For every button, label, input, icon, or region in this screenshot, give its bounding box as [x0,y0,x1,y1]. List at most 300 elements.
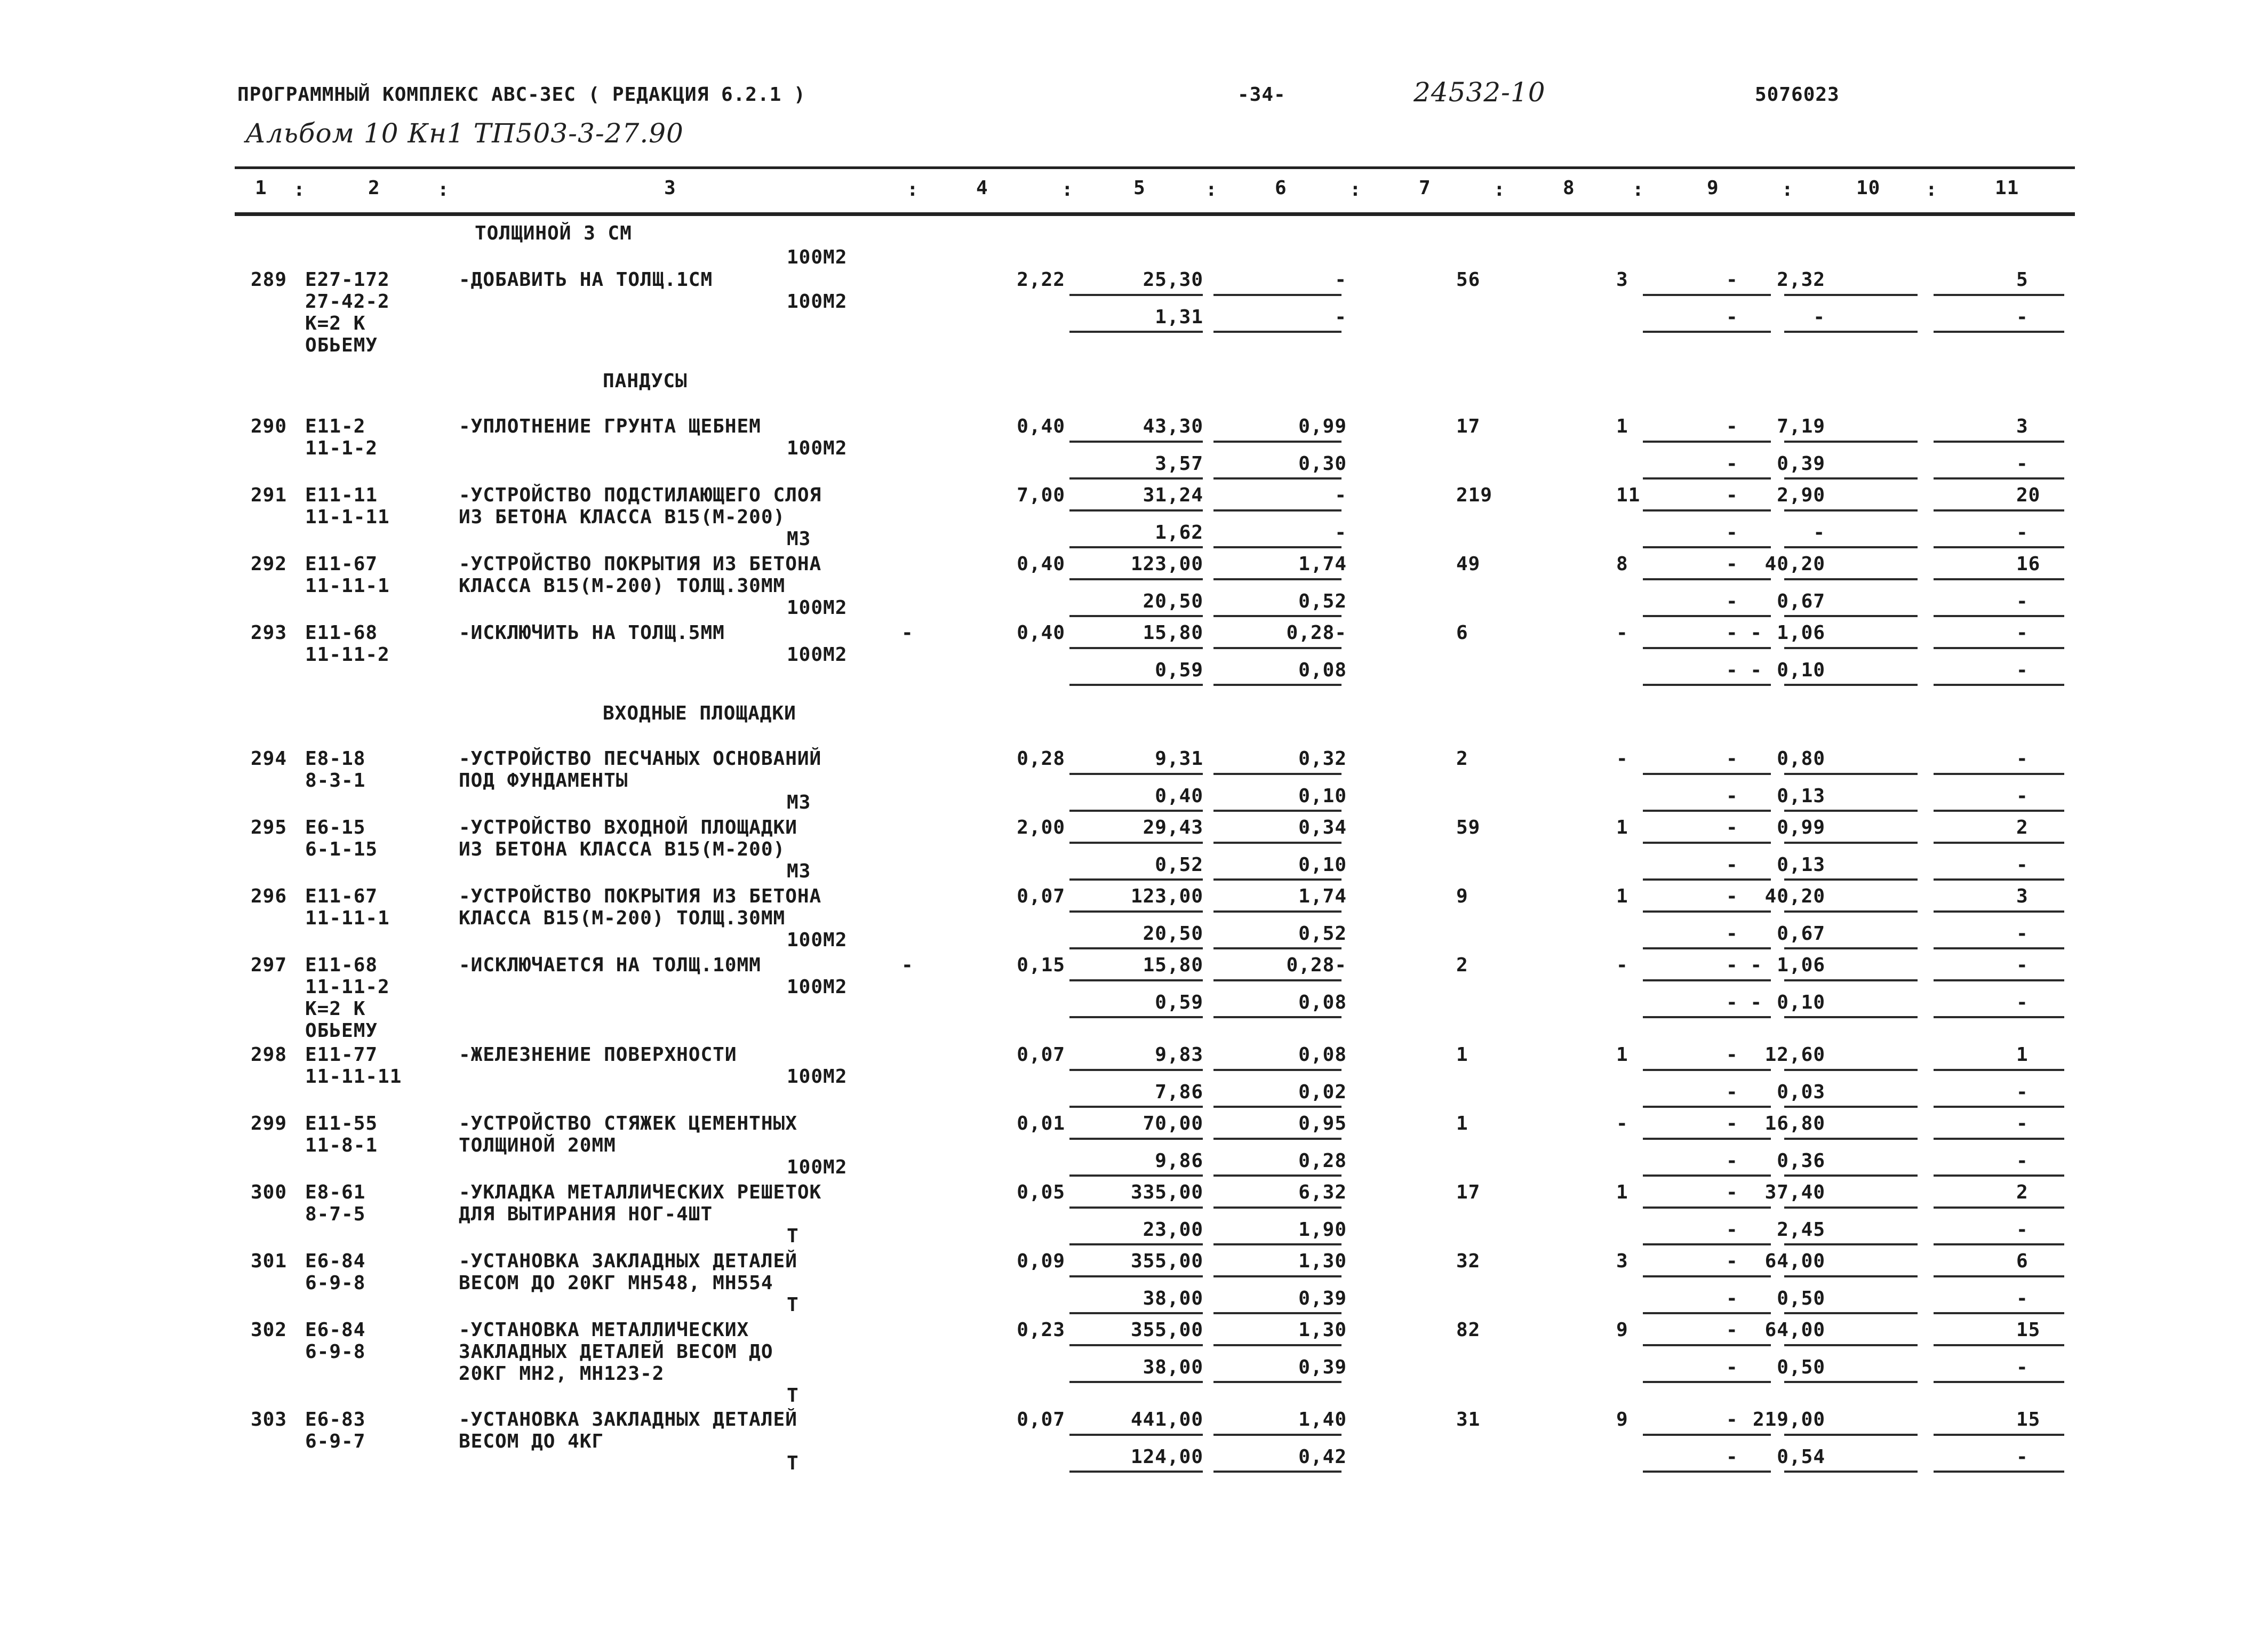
quantity: 0,05 [1017,1181,1065,1203]
work-description: -УСТРОЙСТВО ПЕСЧАНЫХ ОСНОВАНИЙ [459,748,822,770]
labor-rate: 37,40 [1764,1181,1825,1203]
cost-machine-wages: 0,10 [1298,854,1347,876]
cost-machine-wages: 0,08 [1298,659,1347,681]
work-description: -УСТАНОВКА ЗАКЛАДНЫХ ДЕТАЛЕЙ [459,1250,797,1272]
total-wages: 3 [1616,269,1628,291]
labor-rate: 16,80 [1764,1113,1825,1134]
norm-code: Е6-84 [305,1250,366,1272]
value-underline [1069,684,1203,686]
value-underline [1784,878,1918,881]
total-wages: - [1616,748,1628,770]
cost-machine-wages: 0,02 [1298,1081,1347,1103]
unit-label: 100М2 [787,246,848,268]
column-separator: : [1061,179,1074,201]
row-number: 289 [251,269,288,291]
value-underline [1934,910,2064,913]
quantity: 0,28 [1017,748,1065,770]
norm-code: Е8-18 [305,748,366,770]
cost-machines: 0,28- [1286,954,1347,976]
quantity: 0,07 [1017,1044,1065,1066]
labor-rate-machines: 0,54 [1777,1446,1825,1468]
value-underline [1934,615,2064,617]
cost-machines: 1,40 [1298,1409,1347,1431]
work-description: ИЗ БЕТОНА КЛАССА В15(М-200) [459,838,786,860]
column-number-1: 1 [255,177,267,199]
value-underline [1069,546,1203,548]
header-rule-top [235,166,2075,169]
value-underline [1643,1344,1771,1346]
labor-rate-machines: 0,36 [1777,1150,1825,1172]
work-description: КЛАССА В15(М-200) ТОЛЩ.30ММ [459,907,786,929]
cost-machines: 1,30 [1298,1319,1347,1341]
row-number: 291 [251,484,288,506]
value-underline [1213,546,1341,548]
labor-total: 2 [2016,817,2029,838]
machine-wages: - - [1726,992,1763,1013]
value-underline [1784,615,1918,617]
value-underline [1643,1381,1771,1383]
value-underline [1213,910,1341,913]
cost-direct: 335,00 [1130,1181,1203,1203]
norm-code: 11-11-1 [305,907,390,929]
machine-cost: - - [1726,622,1763,644]
value-underline [1069,1174,1203,1177]
column-separator: : [1494,179,1506,201]
cost-direct: 355,00 [1130,1319,1203,1341]
value-underline [1069,1471,1203,1473]
dash-mark: - [901,954,914,976]
value-underline [1069,1069,1203,1071]
value-underline [1784,477,1918,480]
machine-wages: - [1726,306,1738,328]
row-number: 290 [251,416,288,437]
norm-code: ОБЬЕМУ [305,1020,378,1042]
value-underline [1213,1069,1341,1071]
cost-machines: - [1335,269,1347,291]
value-underline [1643,842,1771,844]
value-underline [1069,647,1203,649]
total-cost: 2 [1456,954,1468,976]
labor-total: 5 [2016,269,2029,291]
value-underline [1069,1016,1203,1018]
work-description: -ЖЕЛЕЗНЕНИЕ ПОВЕРХНОСТИ [459,1044,737,1066]
machine-wages: - [1726,1356,1738,1378]
row-number: 303 [251,1409,288,1431]
dash-mark: - [901,622,914,644]
norm-code: 11-11-2 [305,644,390,666]
value-underline [1213,1312,1341,1314]
work-description: -ИСКЛЮЧИТЬ НА ТОЛЩ.5ММ [459,622,725,644]
labor-rate-machines: - [1813,522,1825,544]
quantity: 0,40 [1017,416,1065,437]
cost-machine-wages: 0,28 [1298,1150,1347,1172]
norm-code: ОБЬЕМУ [305,334,378,356]
cost-machines: 0,34 [1298,817,1347,838]
row-number: 301 [251,1250,288,1272]
norm-code: Е6-83 [305,1409,366,1431]
machine-cost: - [1726,1319,1738,1341]
quantity: 0,40 [1017,622,1065,644]
cost-direct: 15,80 [1143,622,1203,644]
value-underline [1784,647,1918,649]
labor-rate-machines: 2,45 [1777,1219,1825,1241]
cost-wages: 20,50 [1143,923,1203,945]
labor-total: 3 [2016,416,2029,437]
labor-total-machines: - [2016,1150,2029,1172]
labor-rate: 2,32 [1777,269,1825,291]
column-number-11: 11 [1995,177,2019,199]
value-underline [1934,773,2064,775]
row-number: 296 [251,885,288,907]
machine-wages: - [1726,1288,1738,1309]
value-underline [1784,441,1918,443]
value-underline [1643,1434,1771,1436]
column-number-2: 2 [368,177,380,199]
value-underline [1213,615,1341,617]
total-cost: 219 [1456,484,1493,506]
labor-rate: 40,20 [1764,885,1825,907]
labor-rate-machines: 0,67 [1777,590,1825,612]
value-underline [1784,684,1918,686]
value-underline [1643,615,1771,617]
value-underline [1784,1243,1918,1245]
unit-label: 100М2 [787,437,848,459]
norm-code: Е8-61 [305,1181,366,1203]
total-wages: 1 [1616,1181,1628,1203]
value-underline [1934,1344,2064,1346]
value-underline [1784,979,1918,981]
quantity: 0,07 [1017,1409,1065,1431]
total-cost: 17 [1456,416,1481,437]
value-underline [1213,294,1341,296]
total-wages: 11 [1616,484,1641,506]
total-wages: 1 [1616,885,1628,907]
value-underline [1213,1344,1341,1346]
column-number-6: 6 [1275,177,1287,199]
column-number-5: 5 [1133,177,1146,199]
machine-cost: - [1726,1250,1738,1272]
value-underline [1934,294,2064,296]
cost-direct: 123,00 [1130,885,1203,907]
machine-cost: - - [1726,954,1763,976]
cost-machine-wages: 0,08 [1298,992,1347,1013]
value-underline [1934,1069,2064,1071]
labor-rate: 2,90 [1777,484,1825,506]
value-underline [1934,1275,2064,1277]
cost-direct: 9,31 [1155,748,1203,770]
column-number-8: 8 [1563,177,1575,199]
cost-direct: 43,30 [1143,416,1203,437]
value-underline [1213,441,1341,443]
value-underline [1784,1275,1918,1277]
labor-total-machines: - [2016,854,2029,876]
column-separator: : [293,179,306,201]
norm-code: Е11-68 [305,622,378,644]
labor-rate-machines: 0,39 [1777,453,1825,475]
labor-rate: 219,00 [1752,1409,1825,1431]
column-number-3: 3 [664,177,676,199]
value-underline [1643,1174,1771,1177]
norm-code: 11-8-1 [305,1134,378,1156]
cost-direct: 9,83 [1155,1044,1203,1066]
value-underline [1784,1106,1918,1108]
value-underline [1934,1243,2064,1245]
labor-total-machines: - [2016,590,2029,612]
unit-label: 100М2 [787,976,848,998]
value-underline [1069,842,1203,844]
labor-total: 20 [2016,484,2041,506]
total-cost: 82 [1456,1319,1481,1341]
work-description: ДЛЯ ВЫТИРАНИЯ НОГ-4ШТ [459,1203,713,1225]
row-number: 293 [251,622,288,644]
total-cost: 49 [1456,553,1481,575]
cost-machine-wages: 0,39 [1298,1356,1347,1378]
work-description: ТОЛЩИНОЙ 20ММ [459,1134,616,1156]
value-underline [1643,878,1771,881]
cost-machines: - [1335,484,1347,506]
value-underline [1213,1106,1341,1108]
value-underline [1784,546,1918,548]
value-underline [1069,509,1203,512]
cost-machines: 1,74 [1298,553,1347,575]
norm-code: 6-9-8 [305,1272,366,1294]
value-underline [1213,477,1341,480]
work-description: 20КГ МН2, МН123-2 [459,1363,665,1385]
unit-label: М3 [787,528,811,550]
machine-wages: - [1726,1219,1738,1241]
row-number: 302 [251,1319,288,1341]
value-underline [1784,810,1918,812]
value-underline [1643,810,1771,812]
machine-cost: - [1726,269,1738,291]
work-description: -ИСКЛЮЧАЕТСЯ НА ТОЛЩ.10ММ [459,954,761,976]
labor-total-machines: - [2016,1081,2029,1103]
value-underline [1784,910,1918,913]
cost-wages: 0,52 [1155,854,1203,876]
labor-total-machines: - [2016,659,2029,681]
total-cost: 59 [1456,817,1481,838]
labor-total: 1 [2016,1044,2029,1066]
value-underline [1213,773,1341,775]
page-number: -34- [1237,84,1286,106]
unit-label: М3 [787,792,811,813]
cost-machine-wages: 0,42 [1298,1446,1347,1468]
cost-wages: 0,40 [1155,785,1203,807]
column-separator: : [1632,179,1644,201]
work-description: ИЗ БЕТОНА КЛАССА В15(М-200) [459,506,786,528]
row-number: 300 [251,1181,288,1203]
value-underline [1213,1381,1341,1383]
cost-wages: 7,86 [1155,1081,1203,1103]
unit-label: 100М2 [787,644,848,666]
quantity: 0,07 [1017,885,1065,907]
norm-code: 11-11-11 [305,1066,402,1088]
machine-cost: - [1726,416,1738,437]
quantity: 2,00 [1017,817,1065,838]
value-underline [1069,294,1203,296]
value-underline [1643,773,1771,775]
value-underline [1934,477,2064,480]
labor-total: 15 [2016,1319,2041,1341]
cost-direct: 31,24 [1143,484,1203,506]
cost-machine-wages: 0,39 [1298,1288,1347,1309]
norm-code: Е6-15 [305,817,366,838]
norm-code: Е11-11 [305,484,378,506]
machine-wages: - [1726,522,1738,544]
machine-cost: - [1726,885,1738,907]
machine-wages: - [1726,1150,1738,1172]
labor-rate: 40,20 [1764,553,1825,575]
value-underline [1643,1016,1771,1018]
total-cost: 1 [1456,1113,1468,1134]
unit-label: Т [787,1294,799,1316]
value-underline [1784,947,1918,949]
value-underline [1784,1138,1918,1140]
row-number: 297 [251,954,288,976]
value-underline [1069,1344,1203,1346]
cost-machine-wages: 0,10 [1298,785,1347,807]
value-underline [1213,647,1341,649]
total-wages: - [1616,622,1628,644]
column-separator: : [1205,179,1218,201]
value-underline [1934,1138,2064,1140]
value-underline [1643,910,1771,913]
value-underline [1934,647,2064,649]
unit-label: Т [787,1385,799,1407]
cost-wages: 23,00 [1143,1219,1203,1241]
column-separator: : [907,179,919,201]
value-underline [1069,578,1203,580]
value-underline [1213,684,1341,686]
cost-wages: 3,57 [1155,453,1203,475]
cost-machines: 0,08 [1298,1044,1347,1066]
quantity: 0,01 [1017,1113,1065,1134]
value-underline [1934,546,2064,548]
norm-code: 8-7-5 [305,1203,366,1225]
value-underline [1784,1174,1918,1177]
value-underline [1784,1434,1918,1436]
value-underline [1934,331,2064,333]
norm-code: Е11-68 [305,954,378,976]
total-wages: 9 [1616,1319,1628,1341]
unit-label: Т [787,1452,799,1474]
cost-machines: 0,99 [1298,416,1347,437]
value-underline [1643,1106,1771,1108]
value-underline [1069,878,1203,881]
labor-total: - [2016,622,2029,644]
total-wages: 8 [1616,553,1628,575]
labor-rate-machines: 0,10 [1777,659,1825,681]
total-wages: 1 [1616,416,1628,437]
labor-rate-machines: 0,13 [1777,785,1825,807]
cost-machine-wages: - [1335,522,1347,544]
norm-code: Е6-84 [305,1319,366,1341]
quantity: 0,15 [1017,954,1065,976]
work-description: -УСТАНОВКА МЕТАЛЛИЧЕСКИХ [459,1319,749,1341]
labor-total-machines: - [2016,522,2029,544]
machine-wages: - [1726,1081,1738,1103]
value-underline [1069,979,1203,981]
cost-wages: 9,86 [1155,1150,1203,1172]
value-underline [1069,1106,1203,1108]
value-underline [1934,1016,2064,1018]
total-cost: 1 [1456,1044,1468,1066]
norm-code: 6-1-15 [305,838,378,860]
value-underline [1643,1138,1771,1140]
cost-wages: 0,59 [1155,992,1203,1013]
value-underline [1934,1206,2064,1209]
value-underline [1069,947,1203,949]
quantity: 0,09 [1017,1250,1065,1272]
machine-cost: - [1726,817,1738,838]
value-underline [1213,1206,1341,1209]
section-heading: ВХОДНЫЕ ПЛОЩАДКИ [603,702,796,724]
value-underline [1643,1243,1771,1245]
norm-code: Е11-67 [305,553,378,575]
row-number: 298 [251,1044,288,1066]
machine-cost: - [1726,1409,1738,1431]
machine-cost: - [1726,1044,1738,1066]
column-number-4: 4 [976,177,988,199]
value-underline [1213,1243,1341,1245]
value-underline [1069,773,1203,775]
total-wages: 9 [1616,1409,1628,1431]
labor-rate: 0,99 [1777,817,1825,838]
value-underline [1069,477,1203,480]
machine-wages: - [1726,923,1738,945]
total-cost: 17 [1456,1181,1481,1203]
labor-total: - [2016,954,2029,976]
cost-machines: 0,95 [1298,1113,1347,1134]
quantity: 7,00 [1017,484,1065,506]
norm-code: 27-42-2 [305,291,390,313]
cost-wages: 1,62 [1155,522,1203,544]
value-underline [1934,578,2064,580]
value-underline [1784,509,1918,512]
value-underline [1784,578,1918,580]
header-rule-bottom [235,212,2075,216]
quantity: 0,40 [1017,553,1065,575]
total-wages: 1 [1616,817,1628,838]
value-underline [1784,773,1918,775]
total-cost: 9 [1456,885,1468,907]
value-underline [1784,1471,1918,1473]
norm-code: Е11-55 [305,1113,378,1134]
machine-wages: - - [1726,659,1763,681]
value-underline [1069,1138,1203,1140]
quantity: 2,22 [1017,269,1065,291]
value-underline [1784,331,1918,333]
cost-direct: 70,00 [1143,1113,1203,1134]
labor-rate-machines: 0,10 [1777,992,1825,1013]
unit-label: 100М2 [787,1066,848,1088]
value-underline [1643,477,1771,480]
column-number-7: 7 [1419,177,1431,199]
row-number: 295 [251,817,288,838]
labor-total-machines: - [2016,1356,2029,1378]
value-underline [1784,1069,1918,1071]
value-underline [1069,1243,1203,1245]
value-underline [1643,546,1771,548]
total-cost: 32 [1456,1250,1481,1272]
value-underline [1213,878,1341,881]
labor-total: - [2016,748,2029,770]
work-description: ВЕСОМ ДО 20КГ МН548, МН554 [459,1272,773,1294]
unit-label: 100М2 [787,597,848,619]
machine-cost: - [1726,1181,1738,1203]
unit-label: 100М2 [787,1156,848,1178]
labor-rate: 12,60 [1764,1044,1825,1066]
